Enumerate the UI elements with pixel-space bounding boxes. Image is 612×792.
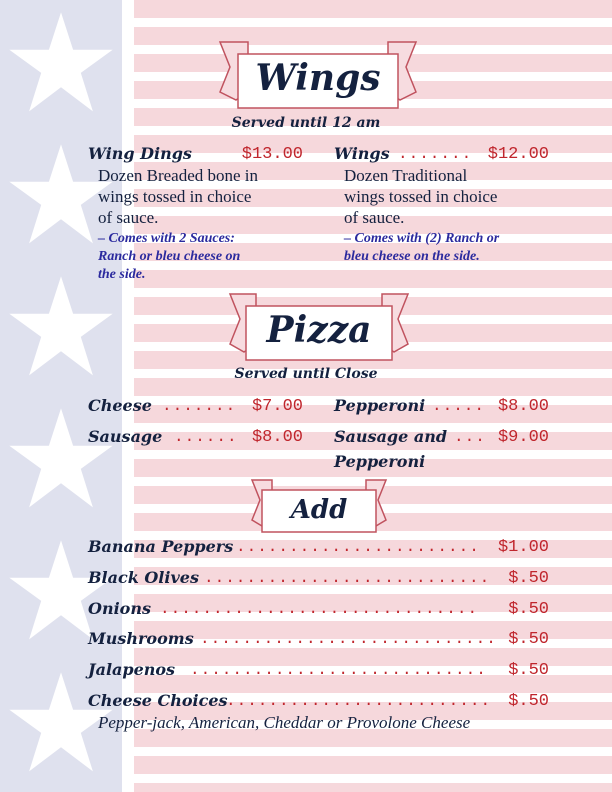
menu-item-leader: ...... — [174, 428, 238, 446]
menu-item-price: $1.00 — [497, 538, 549, 557]
menu-item-price: $8.00 — [251, 428, 303, 447]
menu-item-price: $.50 — [508, 630, 549, 649]
menu-item-leader: ........................... — [204, 569, 491, 587]
menu-item-leader: ..... — [432, 397, 486, 415]
menu-item-leader: ............................ — [200, 630, 497, 648]
menu-item-note: – Comes with 2 Sauces: Ranch or bleu cheese on the side. — [98, 231, 241, 282]
menu-item-leader: ....... — [398, 145, 473, 163]
wings-banner — [218, 40, 418, 110]
menu-item-price: $.50 — [508, 692, 549, 711]
menu-item-description: Dozen Breaded bone in wings tossed in choice of sauce. — [98, 166, 259, 227]
menu-item-name: Wing Dings — [88, 144, 192, 163]
menu-item-price: $12.00 — [487, 145, 549, 164]
menu-item-leader: ............................ — [190, 661, 487, 679]
pizza-banner — [228, 292, 410, 362]
add-banner — [250, 478, 388, 534]
menu-item-name: Black Olives — [88, 568, 199, 587]
menu-item-name: Cheese Choices — [88, 691, 228, 710]
section-title: Add — [290, 495, 348, 525]
section-subtitle: Served until 12 am — [231, 115, 381, 131]
menu-item-description: Dozen Traditional wings tossed in choice of sauce. — [344, 166, 498, 227]
menu-item-note: – Comes with (2) Ranch or bleu cheese on the side. — [344, 231, 500, 264]
menu-item-price: $13.00 — [241, 145, 303, 164]
menu-item-name: Jalapenos — [88, 660, 176, 679]
menu-item-name: Pepperoni — [334, 452, 426, 471]
menu-item-name: Onions — [88, 599, 151, 618]
menu-item-price: $9.00 — [497, 428, 549, 447]
cheese-options: Pepper-jack, American, Cheddar or Provolone Cheese — [98, 713, 471, 732]
menu-item-leader: .............................. — [160, 600, 479, 618]
menu-item-name: Mushrooms — [88, 629, 194, 648]
menu-item-name: Sausage — [88, 427, 163, 446]
menu-item-name: Cheese — [88, 396, 152, 415]
menu-item-name: Pepperoni — [334, 396, 426, 415]
menu-item-leader: ......................... — [226, 692, 492, 710]
menu-item-price: $.50 — [508, 600, 549, 619]
menu-item-leader: ....... — [162, 397, 237, 415]
menu-item-price: $7.00 — [251, 397, 303, 416]
section-subtitle: Served until Close — [234, 366, 378, 382]
menu-item-leader: ....................... — [236, 538, 480, 556]
menu-item-leader: ... — [454, 428, 486, 446]
menu-item-price: $.50 — [508, 569, 549, 588]
menu-item-name: Banana Peppers — [88, 537, 234, 556]
menu-item-price: $.50 — [508, 661, 549, 680]
section-title: Wings — [255, 57, 381, 99]
menu-item-name: Sausage and — [334, 427, 448, 446]
menu-item-price: $8.00 — [497, 397, 549, 416]
section-title: Pizza — [266, 309, 372, 351]
menu-item-name: Wings — [334, 144, 390, 163]
